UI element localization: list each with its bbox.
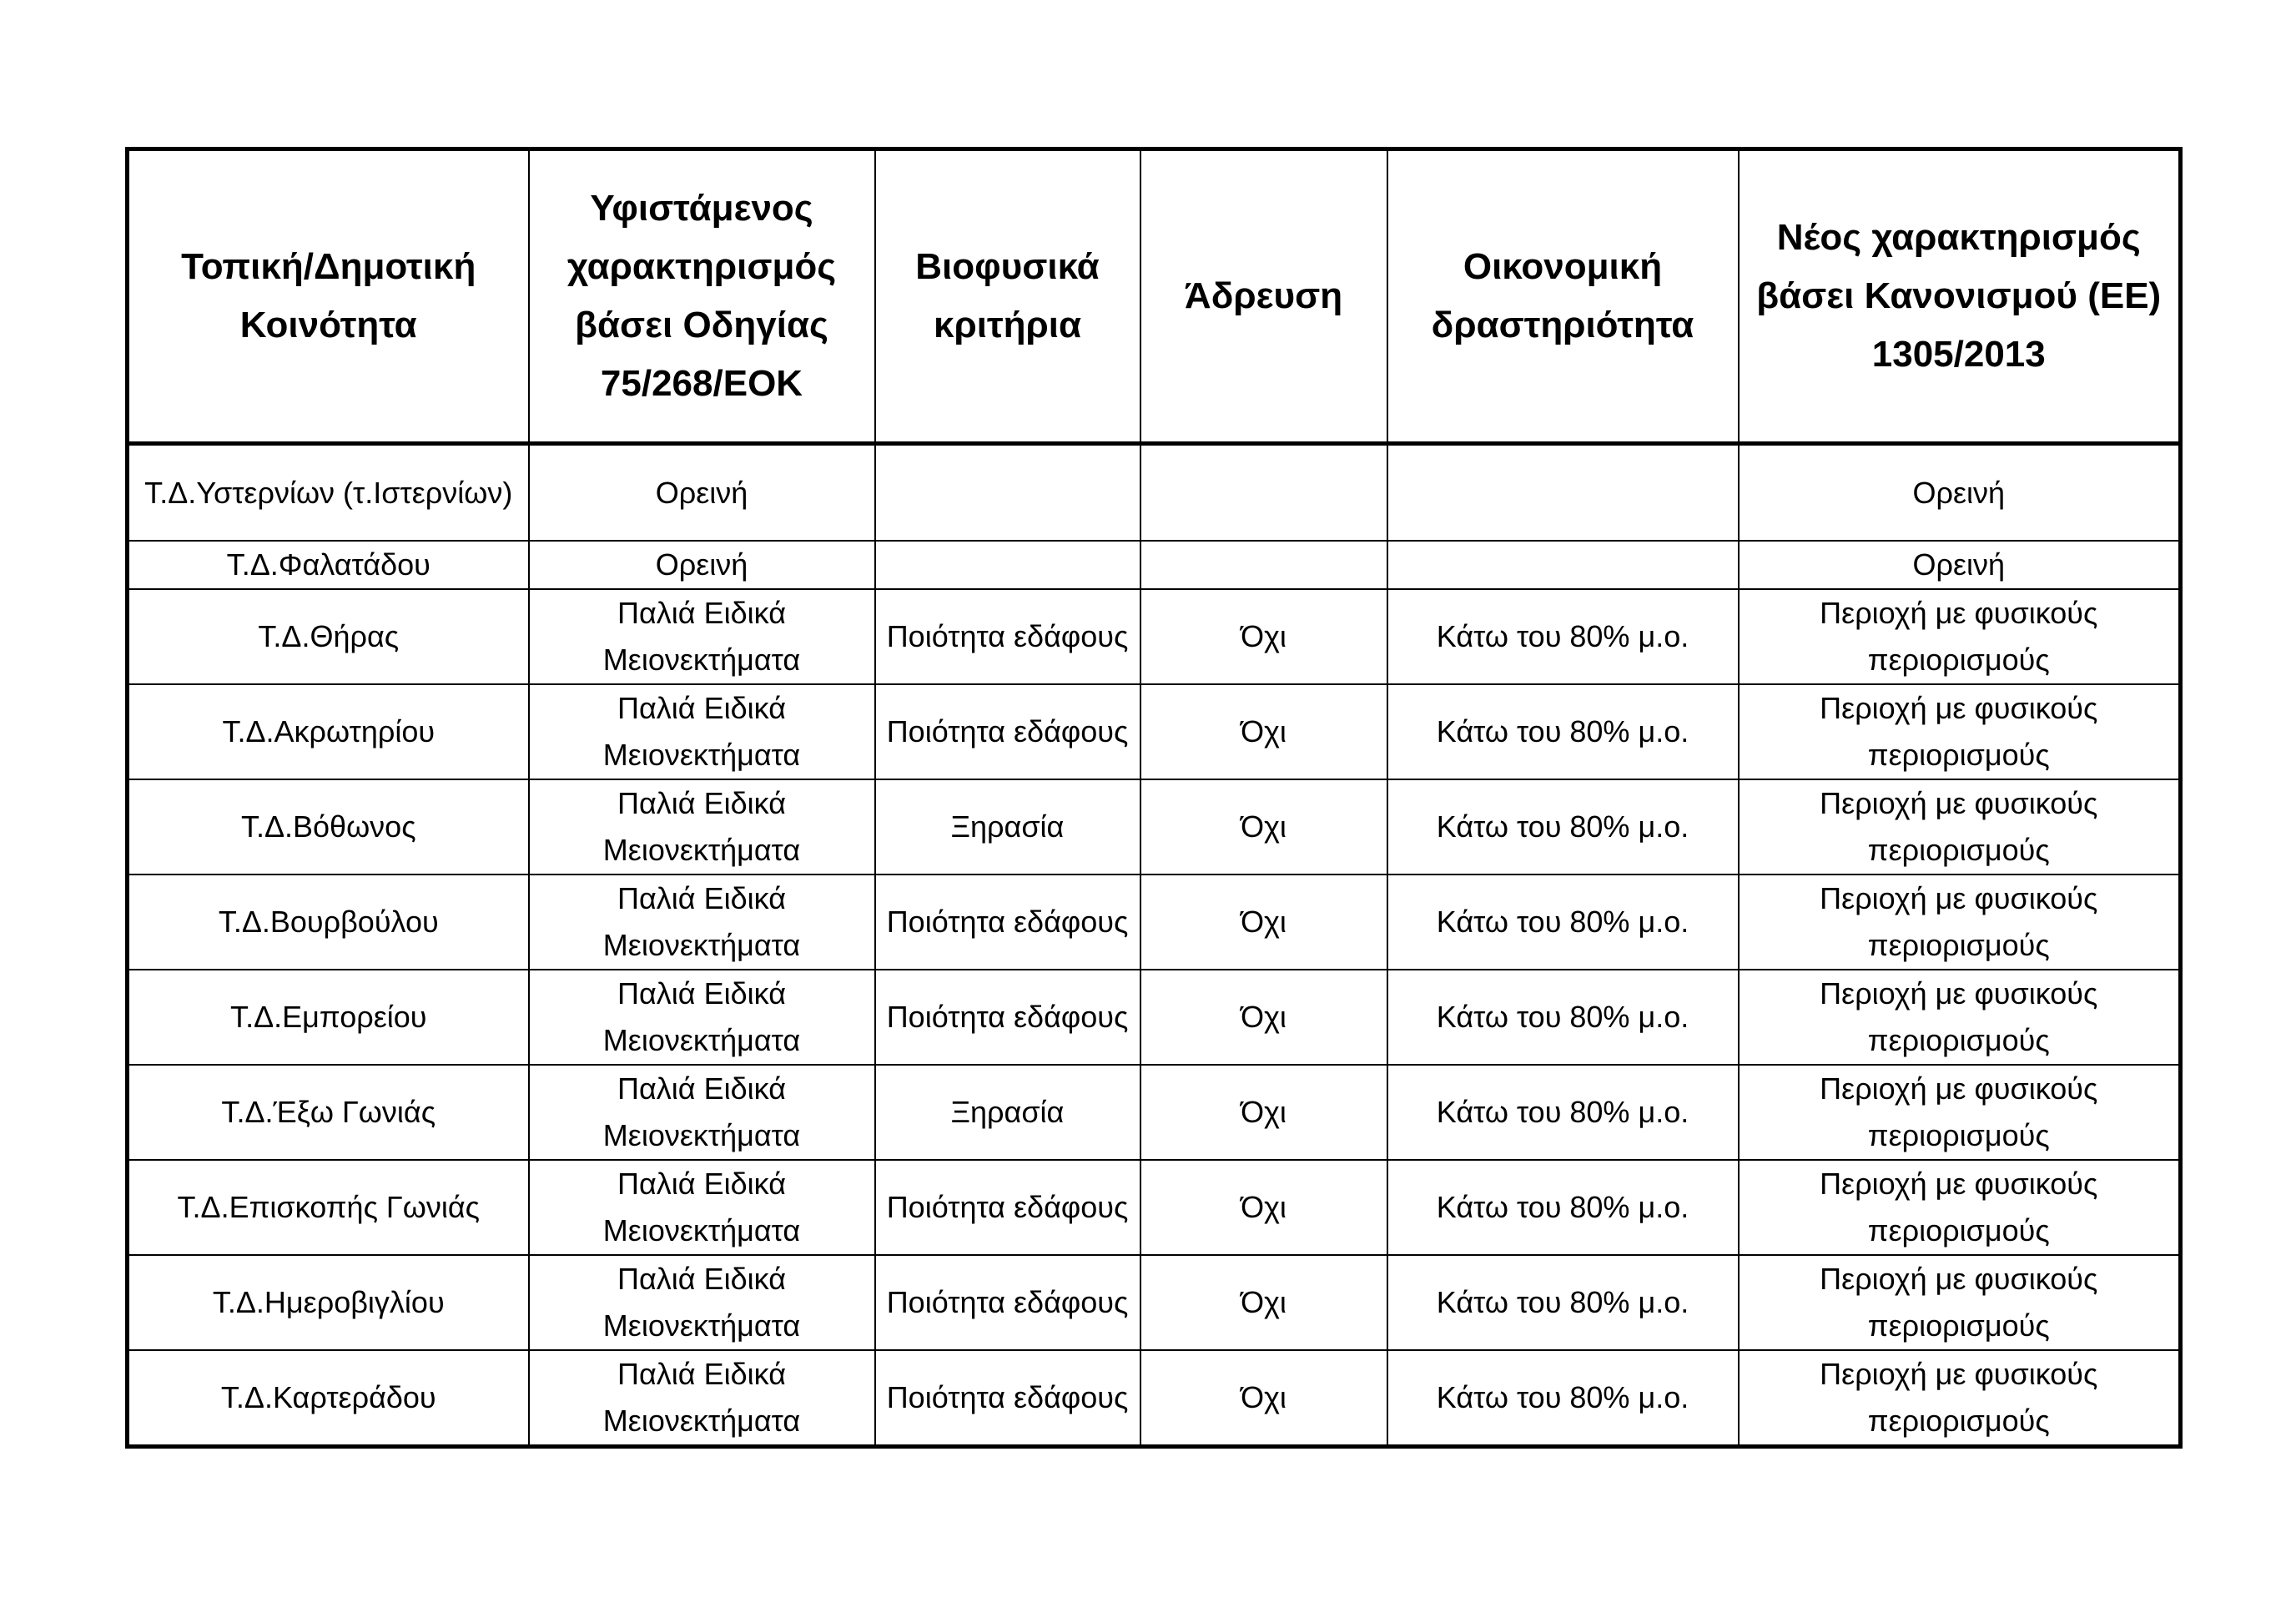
header-community: Τοπική/Δημοτική Κοινότητα bbox=[128, 149, 529, 444]
cell-new-classification: Περιοχή με φυσικούς περιορισμούς bbox=[1739, 1160, 2181, 1255]
cell-biophysical-criteria bbox=[875, 541, 1140, 589]
table-row bbox=[128, 779, 2181, 875]
table-row bbox=[128, 1350, 2181, 1447]
table-row bbox=[128, 1255, 2181, 1350]
cell-new-classification: Περιοχή με φυσικούς περιορισμούς bbox=[1739, 1350, 2181, 1447]
cell-new-classification: Ορεινή bbox=[1739, 444, 2181, 542]
header-new-classification: Νέος χαρακτηρισμός βάσει Κανονισμού (ΕΕ) 1305/2013 bbox=[1739, 149, 2181, 444]
cell-biophysical-criteria: Ποιότητα εδάφους bbox=[875, 970, 1140, 1065]
cell-biophysical-criteria: Ποιότητα εδάφους bbox=[875, 684, 1140, 779]
cell-community: Τ.Δ.Ακρωτηρίου bbox=[128, 684, 529, 779]
cell-community: Τ.Δ.Βόθωνος bbox=[128, 779, 529, 875]
cell-biophysical-criteria: Ξηρασία bbox=[875, 779, 1140, 875]
cell-existing-classification: Παλιά Ειδικά Μειονεκτήματα bbox=[529, 589, 875, 684]
cell-community: Τ.Δ.Φαλατάδου bbox=[128, 541, 529, 589]
cell-irrigation: Όχι bbox=[1140, 1160, 1387, 1255]
cell-biophysical-criteria: Ποιότητα εδάφους bbox=[875, 875, 1140, 970]
cell-existing-classification: Παλιά Ειδικά Μειονεκτήματα bbox=[529, 1160, 875, 1255]
cell-existing-classification: Ορεινή bbox=[529, 444, 875, 542]
cell-community: Τ.Δ.Καρτεράδου bbox=[128, 1350, 529, 1447]
table-row bbox=[128, 444, 2181, 542]
cell-biophysical-criteria: Ποιότητα εδάφους bbox=[875, 1350, 1140, 1447]
header-row bbox=[128, 149, 2181, 444]
cell-economic-activity bbox=[1387, 541, 1739, 589]
cell-existing-classification: Παλιά Ειδικά Μειονεκτήματα bbox=[529, 970, 875, 1065]
cell-community: Τ.Δ.Έξω Γωνιάς bbox=[128, 1065, 529, 1160]
cell-irrigation: Όχι bbox=[1140, 684, 1387, 779]
header-existing-classification: Υφιστάμενος χαρακτηρισμός βάσει Οδηγίας 75/268/ΕΟΚ bbox=[529, 149, 875, 444]
cell-economic-activity: Κάτω του 80% μ.ο. bbox=[1387, 1160, 1739, 1255]
cell-new-classification: Ορεινή bbox=[1739, 541, 2181, 589]
cell-biophysical-criteria: Ποιότητα εδάφους bbox=[875, 1255, 1140, 1350]
cell-community: Τ.Δ.Ημεροβιγλίου bbox=[128, 1255, 529, 1350]
cell-community: Τ.Δ.Υστερνίων (τ.Ιστερνίων) bbox=[128, 444, 529, 542]
cell-community: Τ.Δ.Θήρας bbox=[128, 589, 529, 684]
cell-new-classification: Περιοχή με φυσικούς περιορισμούς bbox=[1739, 1065, 2181, 1160]
cell-new-classification: Περιοχή με φυσικούς περιορισμούς bbox=[1739, 589, 2181, 684]
cell-existing-classification: Παλιά Ειδικά Μειονεκτήματα bbox=[529, 1350, 875, 1447]
cell-economic-activity: Κάτω του 80% μ.ο. bbox=[1387, 875, 1739, 970]
cell-existing-classification: Παλιά Ειδικά Μειονεκτήματα bbox=[529, 684, 875, 779]
cell-irrigation: Όχι bbox=[1140, 779, 1387, 875]
cell-existing-classification: Παλιά Ειδικά Μειονεκτήματα bbox=[529, 1255, 875, 1350]
header-economic-activity: Οικονομική δραστηριότητα bbox=[1387, 149, 1739, 444]
cell-irrigation: Όχι bbox=[1140, 589, 1387, 684]
cell-economic-activity bbox=[1387, 444, 1739, 542]
cell-irrigation: Όχι bbox=[1140, 1065, 1387, 1160]
cell-irrigation: Όχι bbox=[1140, 970, 1387, 1065]
cell-irrigation: Όχι bbox=[1140, 1350, 1387, 1447]
table-row bbox=[128, 684, 2181, 779]
cell-community: Τ.Δ.Βουρβούλου bbox=[128, 875, 529, 970]
cell-new-classification: Περιοχή με φυσικούς περιορισμούς bbox=[1739, 970, 2181, 1065]
cell-new-classification: Περιοχή με φυσικούς περιορισμούς bbox=[1739, 684, 2181, 779]
header-irrigation: Άδρευση bbox=[1140, 149, 1387, 444]
cell-new-classification: Περιοχή με φυσικούς περιορισμούς bbox=[1739, 875, 2181, 970]
cell-economic-activity: Κάτω του 80% μ.ο. bbox=[1387, 1255, 1739, 1350]
header-biophysical-criteria: Βιοφυσικά κριτήρια bbox=[875, 149, 1140, 444]
cell-economic-activity: Κάτω του 80% μ.ο. bbox=[1387, 684, 1739, 779]
cell-new-classification: Περιοχή με φυσικούς περιορισμούς bbox=[1739, 1255, 2181, 1350]
cell-economic-activity: Κάτω του 80% μ.ο. bbox=[1387, 589, 1739, 684]
cell-irrigation bbox=[1140, 541, 1387, 589]
cell-biophysical-criteria: Ξηρασία bbox=[875, 1065, 1140, 1160]
cell-community: Τ.Δ.Εμπορείου bbox=[128, 970, 529, 1065]
cell-biophysical-criteria bbox=[875, 444, 1140, 542]
table-row bbox=[128, 541, 2181, 589]
cell-community: Τ.Δ.Επισκοπής Γωνιάς bbox=[128, 1160, 529, 1255]
cell-irrigation: Όχι bbox=[1140, 1255, 1387, 1350]
table-row bbox=[128, 970, 2181, 1065]
cell-economic-activity: Κάτω του 80% μ.ο. bbox=[1387, 779, 1739, 875]
table-row bbox=[128, 1160, 2181, 1255]
cell-biophysical-criteria: Ποιότητα εδάφους bbox=[875, 1160, 1140, 1255]
table-row bbox=[128, 589, 2181, 684]
cell-economic-activity: Κάτω του 80% μ.ο. bbox=[1387, 1065, 1739, 1160]
cell-new-classification: Περιοχή με φυσικούς περιορισμούς bbox=[1739, 779, 2181, 875]
cell-economic-activity: Κάτω του 80% μ.ο. bbox=[1387, 970, 1739, 1065]
table-row bbox=[128, 875, 2181, 970]
table-row bbox=[128, 1065, 2181, 1160]
cell-existing-classification: Παλιά Ειδικά Μειονεκτήματα bbox=[529, 875, 875, 970]
cell-existing-classification: Παλιά Ειδικά Μειονεκτήματα bbox=[529, 779, 875, 875]
cell-economic-activity: Κάτω του 80% μ.ο. bbox=[1387, 1350, 1739, 1447]
cell-irrigation bbox=[1140, 444, 1387, 542]
cell-irrigation: Όχι bbox=[1140, 875, 1387, 970]
classification-table bbox=[125, 147, 2183, 1449]
cell-existing-classification: Παλιά Ειδικά Μειονεκτήματα bbox=[529, 1065, 875, 1160]
cell-biophysical-criteria: Ποιότητα εδάφους bbox=[875, 589, 1140, 684]
cell-existing-classification: Ορεινή bbox=[529, 541, 875, 589]
